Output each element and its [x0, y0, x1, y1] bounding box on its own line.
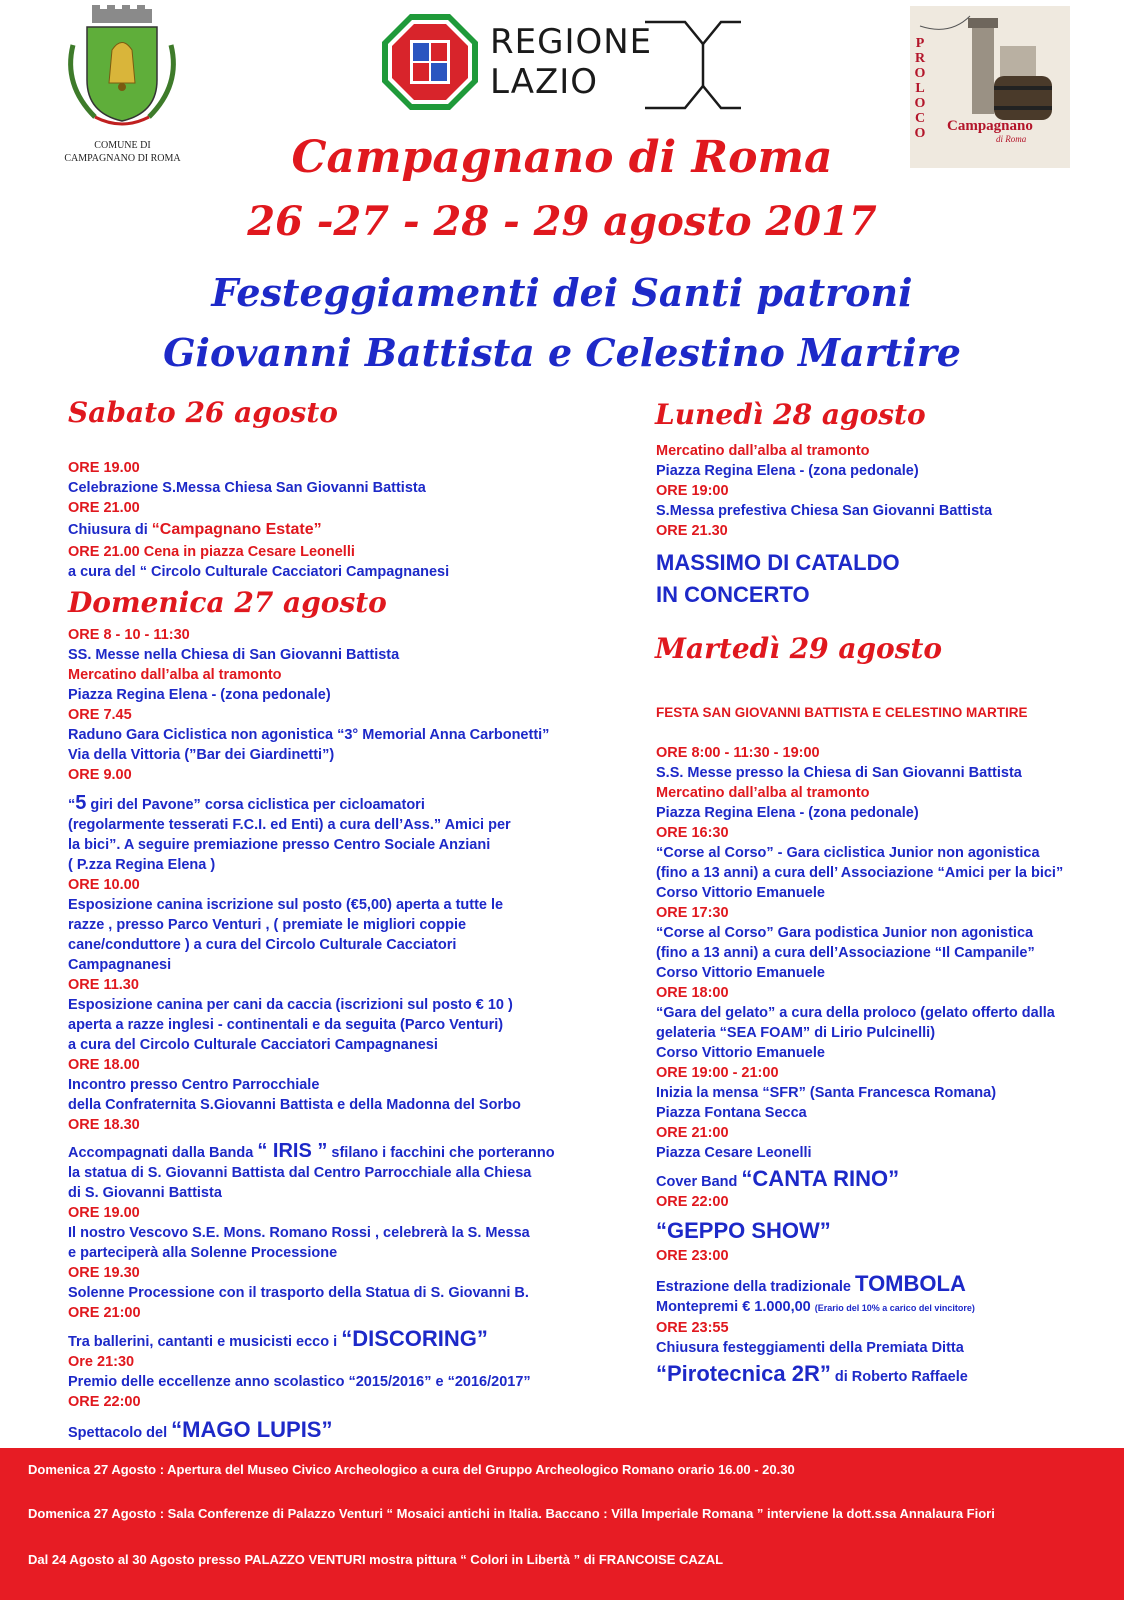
schedule-time: ORE 23:55: [656, 1320, 729, 1336]
footer-band: [0, 1448, 1124, 1600]
schedule-time: ORE 21:00: [68, 1305, 141, 1321]
day-saturday-title: Sabato 26 agosto: [68, 396, 338, 429]
schedule-text: gelateria “SEA FOAM” di Lirio Pulcinelli): [656, 1025, 936, 1041]
schedule-text: SS. Messe nella Chiesa di San Giovanni Battista: [68, 647, 400, 663]
schedule-time: ORE 17:30: [656, 905, 729, 921]
schedule-text-part: Estrazione della tradizionale: [656, 1279, 856, 1295]
schedule-text: S.S. Messe presso la Chiesa di San Giovanni Battista: [656, 765, 1022, 781]
schedule-text-part: Chiusura di: [68, 522, 152, 538]
schedule-text-part: sfilano i facchini che porteranno: [327, 1145, 555, 1161]
schedule-text: [656, 1166, 1063, 1192]
regione-wordmark: [490, 22, 652, 102]
schedule-text: Inizia la mensa “SFR” (Santa Francesca Romana): [656, 1085, 997, 1101]
schedule-time: ORE 21.00: [68, 500, 140, 516]
schedule-text: la statua di S. Giovanni Battista dal Centro Parrocchiale alla Chiesa: [68, 1165, 532, 1181]
schedule-text: Celebrazione S.Messa Chiesa San Giovanni Battista: [68, 480, 426, 496]
schedule-text: ( P.zza Regina Elena ): [68, 857, 216, 873]
regione-arrow-icon: [645, 12, 745, 112]
day-sunday-title: Domenica 27 agosto: [68, 586, 387, 619]
comune-caption-2: CAMPAGNANO DI ROMA: [64, 153, 181, 164]
five-highlight: 5: [75, 792, 87, 814]
schedule-text: Esposizione canina iscrizione sul posto (€5,00) aperta a tutte le: [68, 897, 504, 913]
schedule-text: “Corse al Corso” - Gara ciclistica Junior non agonistica: [656, 845, 1040, 861]
schedule-text: aperta a razze inglesi - continentali e da seguita (Parco Venturi): [68, 1017, 504, 1033]
schedule-text: [656, 1361, 1063, 1387]
schedule-text-part: di Roberto Raffaele: [830, 1369, 968, 1385]
schedule-text: Solenne Processione con il trasporto della Statua di S. Giovanni B.: [68, 1285, 529, 1301]
festival-title-line-2: Giovanni Battista e Celestino Martire: [163, 330, 961, 375]
schedule-text-part: Spettacolo del: [68, 1425, 172, 1441]
tombola-highlight: TOMBOLA: [855, 1271, 966, 1296]
proloco-vertical-text: PROLOCO: [914, 36, 926, 141]
footer-line-3: Dal 24 Agosto al 30 Agosto presso PALAZZO VENTURI mostra pittura “ Colori in Libertà ” di FRANCOISE CAZAL: [28, 1552, 724, 1567]
schedule-text: Mercatino dall’alba al tramonto: [656, 443, 870, 459]
schedule-text: Piazza Regina Elena - (zona pedonale): [656, 463, 919, 479]
dates-title: 26 -27 - 28 - 29 agosto 2017: [247, 198, 877, 245]
schedule-text: Corso Vittorio Emanuele: [656, 1045, 825, 1061]
regione-lazio-logo: [380, 12, 745, 117]
discoring-highlight: “DISCORING”: [341, 1326, 488, 1351]
schedule-text: (fino a 13 anni) a cura dell’ Associazione “Amici per la bici”: [656, 865, 1064, 881]
schedule-text: Incontro presso Centro Parrocchiale: [68, 1077, 320, 1093]
day-monday-title: Lunedì 28 agosto: [655, 398, 926, 431]
schedule-text: a cura del “ Circolo Culturale Cacciatori Campagnanesi: [68, 564, 450, 580]
schedule-time: ORE 19:00: [656, 483, 729, 499]
schedule-text: [68, 1326, 555, 1352]
town-title: Campagnano di Roma: [291, 132, 833, 183]
schedule-text: Piazza Regina Elena - (zona pedonale): [656, 805, 919, 821]
schedule-text: Raduno Gara Ciclistica non agonistica “3° Memorial Anna Carbonetti”: [68, 727, 550, 743]
schedule-text: Corso Vittorio Emanuele: [656, 965, 825, 981]
schedule-time: ORE 19.00: [68, 460, 140, 476]
monday-schedule: [656, 441, 992, 611]
schedule-time: ORE 7.45: [68, 707, 132, 723]
schedule-text: e parteciperà alla Solenne Processione: [68, 1245, 338, 1261]
schedule-text: Mercatino dall’alba al tramonto: [68, 667, 282, 683]
day-tuesday-title: Martedì 29 agosto: [655, 632, 943, 665]
schedule-text-part: Accompagnati dalla Banda: [68, 1145, 258, 1161]
proloco-name: Campagnano: [947, 118, 1033, 134]
schedule-time: Ore 21:30: [68, 1354, 135, 1370]
schedule-text: [656, 1271, 1063, 1297]
day-monday: [655, 398, 926, 431]
schedule-time: ORE 19:00 - 21:00: [656, 1065, 779, 1081]
schedule-text-part: “: [68, 797, 76, 813]
schedule-text: Il nostro Vescovo S.E. Mons. Romano Rossi , celebrerà la S. Messa: [68, 1225, 530, 1241]
schedule-text-part: Montepremi € 1.000,00: [656, 1299, 815, 1315]
schedule-time: ORE 16:30: [656, 825, 729, 841]
schedule-text: “Corse al Corso” Gara podistica Junior non agonistica: [656, 925, 1034, 941]
festival-title-line-1: Festeggiamenti dei Santi patroni: [211, 270, 913, 315]
schedule-text: [656, 1297, 1063, 1318]
schedule-text: “Gara del gelato” a cura della proloco (gelato offerto dalla: [656, 1005, 1055, 1021]
schedule-time: ORE 19.00: [68, 1205, 140, 1221]
schedule-time: ORE 11.30: [68, 977, 139, 993]
tombola-note: (Erario del 10% a carico del vincitore): [814, 1303, 975, 1313]
sunday-schedule: [68, 625, 555, 1443]
schedule-time: ORE 23:00: [656, 1248, 729, 1264]
iris-highlight: “ IRIS ”: [257, 1140, 328, 1162]
schedule-text: la bici”. A seguire premiazione presso Centro Sociale Anziani: [68, 837, 491, 853]
schedule-text: Mercatino dall’alba al tramonto: [656, 785, 870, 801]
schedule-time: ORE 9.00: [68, 767, 132, 783]
regione-line-1: REGIONE: [490, 22, 653, 62]
schedule-time: ORE 18.00: [68, 1057, 140, 1073]
mago-lupis-highlight: “MAGO LUPIS”: [171, 1417, 333, 1442]
schedule-text: [68, 1141, 555, 1163]
schedule-text: cane/conduttore ) a cura del Circolo Culturale Cacciatori: [68, 937, 457, 953]
schedule-time: ORE 10.00: [68, 877, 140, 893]
day-sunday: [68, 586, 387, 619]
schedule-text: Corso Vittorio Emanuele: [656, 885, 825, 901]
comune-caption-1: COMUNE DI: [94, 140, 151, 151]
schedule-text: di S. Giovanni Battista: [68, 1185, 222, 1201]
tuesday-schedule: [656, 703, 1063, 1387]
schedule-text: Piazza Regina Elena - (zona pedonale): [68, 687, 331, 703]
schedule-time: ORE 8:00 - 11:30 - 19:00: [656, 745, 820, 761]
concert-line-2: IN CONCERTO: [656, 582, 810, 607]
saturday-schedule: [68, 458, 449, 582]
schedule-text: (fino a 13 anni) a cura dell’Associazione “Il Campanile”: [656, 945, 1035, 961]
schedule-time: ORE 18.30: [68, 1117, 140, 1133]
schedule-text: Chiusura festeggiamenti della Premiata Ditta: [656, 1340, 964, 1356]
comune-crest-icon: [55, 5, 190, 133]
schedule-text: Via della Vittoria (”Bar dei Giardinetti”): [68, 747, 335, 763]
schedule-text-part: Tra ballerini, cantanti e musicisti ecco i: [68, 1334, 342, 1350]
pirotecnica-highlight: “Pirotecnica 2R”: [656, 1361, 831, 1386]
schedule-text: Campagnanesi: [68, 957, 172, 973]
schedule-time: ORE 22:00: [656, 1194, 729, 1210]
schedule-time: ORE 22:00: [68, 1394, 141, 1410]
schedule-time: ORE 21.30: [656, 523, 728, 539]
footer-line-1: Domenica 27 Agosto : Apertura del Museo Civico Archeologico a cura del Gruppo Archeologico Romano orario 16.00 - 20.30: [28, 1462, 795, 1477]
schedule-text: Piazza Fontana Secca: [656, 1105, 807, 1121]
schedule-text: (regolarmente tesserati F.C.I. ed Enti) a cura dell’Ass.” Amici per: [68, 817, 511, 833]
footer-line-2: Domenica 27 Agosto : Sala Conferenze di Palazzo Venturi “ Mosaici antichi in Italia. Baccano : Villa Imperiale Romana ” interviene la dott.ssa Annalaura Fiori: [28, 1506, 995, 1521]
schedule-text-part: Cover Band: [656, 1174, 742, 1190]
left-column: [68, 396, 628, 429]
schedule-time: ORE 18:00: [656, 985, 729, 1001]
schedule-text: [68, 1417, 555, 1443]
concert-line-1: MASSIMO DI CATALDO: [656, 550, 900, 575]
schedule-time: ORE 19.30: [68, 1265, 140, 1281]
geppo-show-highlight: “GEPPO SHOW”: [656, 1218, 831, 1243]
schedule-text: Esposizione canina per cani da caccia (iscrizioni sul posto € 10 ): [68, 997, 513, 1013]
schedule-time: ORE 8 - 10 - 11:30: [68, 627, 190, 643]
schedule-time: ORE 21:00: [656, 1125, 729, 1141]
schedule-text: della Confraternita S.Giovanni Battista e della Madonna del Sorbo: [68, 1097, 521, 1113]
schedule-text: Premio delle eccellenze anno scolastico “2015/2016” e “2016/2017”: [68, 1374, 531, 1390]
day-tuesday: [655, 632, 942, 665]
regione-emblem-icon: [380, 12, 480, 112]
schedule-text: Piazza Cesare Leonelli: [656, 1145, 812, 1161]
regione-line-2: LAZIO: [490, 62, 599, 102]
schedule-text: razze , presso Parco Venturi , ( premiate le migliori coppie: [68, 917, 467, 933]
campagnano-estate-highlight: “Campagnano Estate”: [151, 521, 322, 538]
festa-heading: FESTA SAN GIOVANNI BATTISTA E CELESTINO MARTIRE: [656, 705, 1028, 720]
schedule-time: ORE 21.00 Cena in piazza Cesare Leonelli: [68, 544, 355, 560]
canta-rino-highlight: “CANTA RINO”: [741, 1166, 900, 1191]
schedule-text-part: giri del Pavone” corsa ciclistica per cicloamatori: [86, 797, 425, 813]
schedule-text: [68, 520, 449, 540]
schedule-text: S.Messa prefestiva Chiesa San Giovanni Battista: [656, 503, 993, 519]
schedule-text: a cura del Circolo Culturale Cacciatori Campagnanesi: [68, 1037, 438, 1053]
schedule-text: [68, 793, 555, 815]
proloco-sub: di Roma: [996, 134, 1027, 144]
